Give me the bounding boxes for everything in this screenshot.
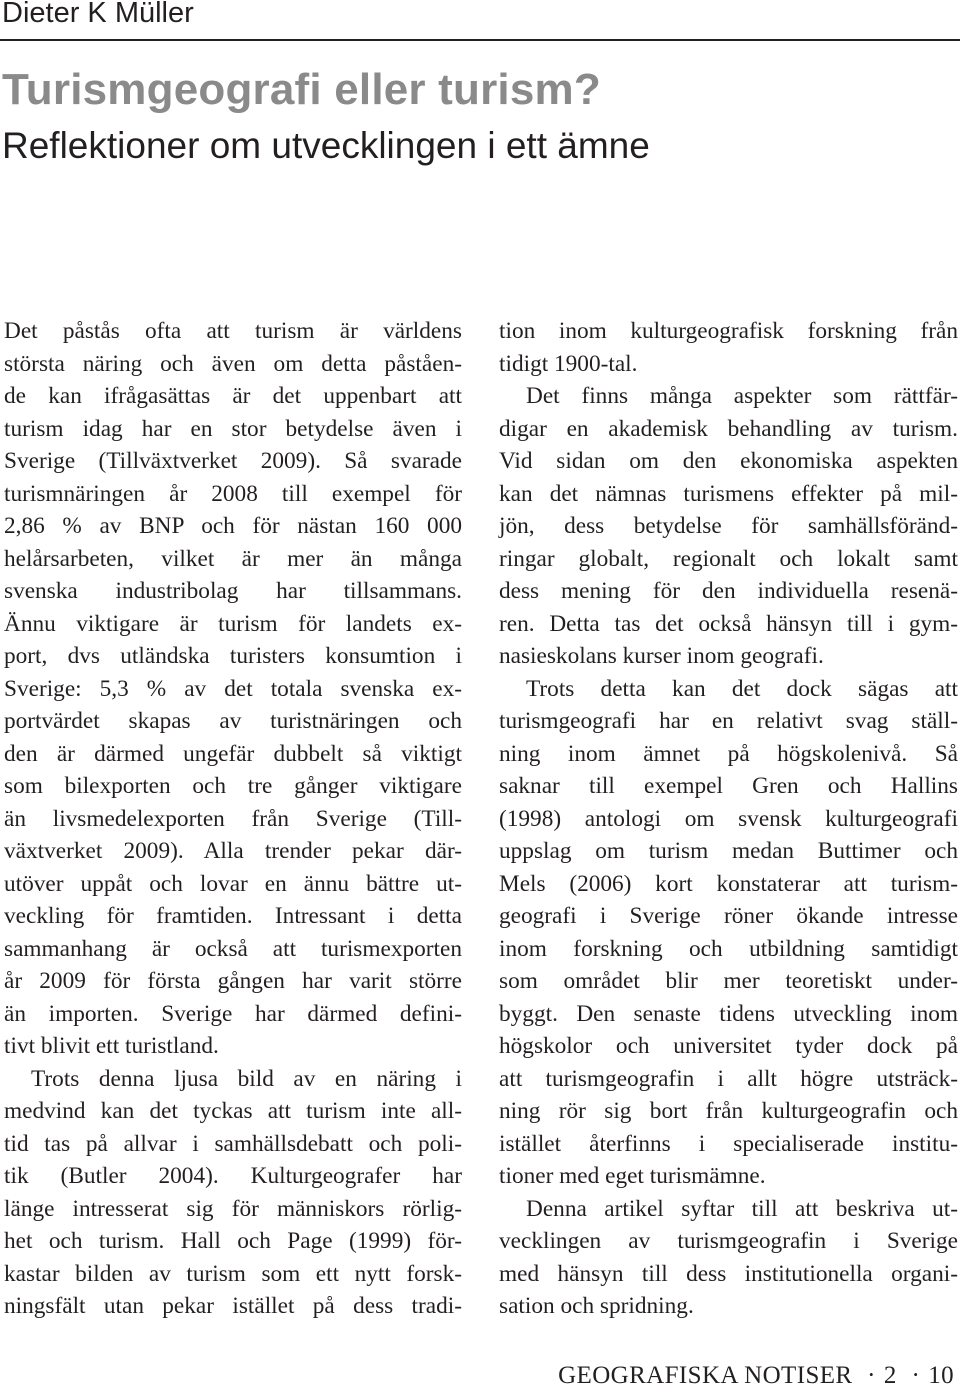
text-line: Mels (2006) kort konstaterar att turism- [499,870,958,897]
text-line: Sverige (Tillväxtverket 2009). Så svarade [4,448,462,474]
text-line: byggt. Den senaste tidens utveckling inom [499,1000,958,1027]
text-line: Ännu viktigare är turism för landets ex- [4,610,462,637]
text-line: port, dvs utländska turisters konsumtion i [4,643,462,669]
text-line: Det finns många aspekter som rättfär- [526,383,958,409]
journal-name: GEOGRAFISKA NOTISER [558,1362,853,1389]
text-line: att turismgeografin i allt högre utsträck- [499,1065,958,1092]
text-line: dess mening för den individuella resenä- [499,578,958,604]
text-line: Sverige: 5,3 % av det totala svenska ex- [4,675,462,702]
text-line: än importen. Sverige har därmed defini- [4,1000,462,1027]
text-line: istället återfinns i specialiserade institu- [499,1130,958,1157]
text-line: geografi i Sverige röner ökande intresse [499,903,958,929]
text-line: växtverket 2009). Alla trender pekar där- [4,838,462,864]
text-line: sammanhang är också att turismexporten [4,935,462,962]
author-name: Dieter K Müller [2,0,194,29]
text-line: ringar globalt, regionalt och lokalt samt [499,545,958,572]
text-line: tioner med eget turismämne. [499,1163,766,1189]
text-line: tid tas på allvar i samhällsdebatt och poli- [4,1130,462,1157]
header-rule [0,39,960,41]
text-line: kastar bilden av turism som ett nytt forsk- [4,1260,462,1287]
text-line: utöver uppåt och lovar en ännu bättre ut- [4,870,462,897]
text-line: digar en akademisk behandling av turism. [499,415,958,442]
text-line: de kan ifrågasättas är det uppenbart att [4,383,462,409]
text-line: ren. Detta tas det också hänsyn till i gym- [499,610,958,637]
article-subtitle: Reflektioner om utvecklingen i ett ämne [2,125,650,166]
text-line: inom forskning och utbildning samtidigt [499,935,958,962]
text-line: högskolor och universitet tyder dock på [499,1033,958,1059]
text-line: än livsmedelexporten från Sverige (Till- [4,805,462,832]
text-line: nasieskolans kurser inom geografi. [499,643,824,669]
text-line: den är därmed ungefär dubbelt så viktigt [4,740,462,767]
footer-separator-2: · [911,1362,921,1389]
text-line: het och turism. Hall och Page (1999) för- [4,1228,462,1254]
text-line: tion inom kulturgeografisk forskning från [499,318,958,344]
text-line: som området blir mer teoretiskt under- [499,968,958,994]
text-line: ning rör sig bort från kulturgeografin och [499,1098,958,1124]
text-line: portvärdet skapas av turistnäringen och [4,708,462,734]
text-line: medvind kan det tyckas att turism inte all- [4,1098,462,1124]
text-line: veckling för framtiden. Intressant i detta [4,903,462,929]
text-line: största näring och även om detta påståen- [4,350,462,377]
page-number: 10 [928,1362,954,1389]
text-line: Vid sidan om den ekonomiska aspekten [499,448,958,474]
text-line: år 2009 för första gången har varit större [4,968,462,994]
article-title: Turismgeografi eller turism? [2,65,601,114]
text-line: som bilexporten och tre gånger viktigare [4,773,462,799]
text-line: tivt blivit ett turistland. [4,1033,219,1059]
issue-number: 2 [883,1362,897,1389]
text-line: vecklingen av turismgeografin i Sverige [499,1228,958,1254]
text-line: ning inom ämnet på högskolenivå. Så [499,740,958,767]
text-line: Trots denna ljusa bild av en näring i [31,1065,462,1092]
text-line: turismnäringen år 2008 till exempel för [4,480,462,507]
text-line: länge intresserat sig för människors rörlig- [4,1195,462,1222]
text-line: ningsfält utan pekar istället på dess tradi- [4,1293,462,1319]
text-line: tidigt 1900-tal. [499,350,638,377]
text-line: (1998) antologi om svensk kulturgeografi [499,805,958,832]
text-line: uppslag om turism medan Buttimer och [499,838,958,864]
text-line: turism idag har en stor betydelse även i [4,415,462,442]
left-text-column [4,315,462,1323]
text-line: Trots detta kan det dock sägas att [526,675,958,702]
text-line: saknar till exempel Gren och Hallins [499,773,958,799]
text-line: helårsarbeten, vilket är mer än många [4,545,462,572]
text-line: Denna artikel syftar till att beskriva ut- [526,1195,958,1222]
text-line: med hänsyn till dess institutionella organi- [499,1260,958,1287]
text-line: sation och spridning. [499,1293,694,1319]
text-line: 2,86 % av BNP och för nästan 160 000 [4,513,462,539]
text-line: turismgeografi har en relativt svag ställ- [499,708,958,734]
footer-separator-1: · [867,1362,876,1389]
text-line: tik (Butler 2004). Kulturgeografer har [4,1163,462,1189]
text-line: Det påstås ofta att turism är världens [4,318,462,344]
right-text-column [499,315,958,1323]
text-line: kan det nämnas turismens effekter på mil- [499,480,958,507]
text-line: jön, dess betydelse för samhällsföränd- [499,513,958,539]
page-footer [558,1361,954,1391]
text-line: svenska industribolag har tillsammans. [4,578,462,604]
